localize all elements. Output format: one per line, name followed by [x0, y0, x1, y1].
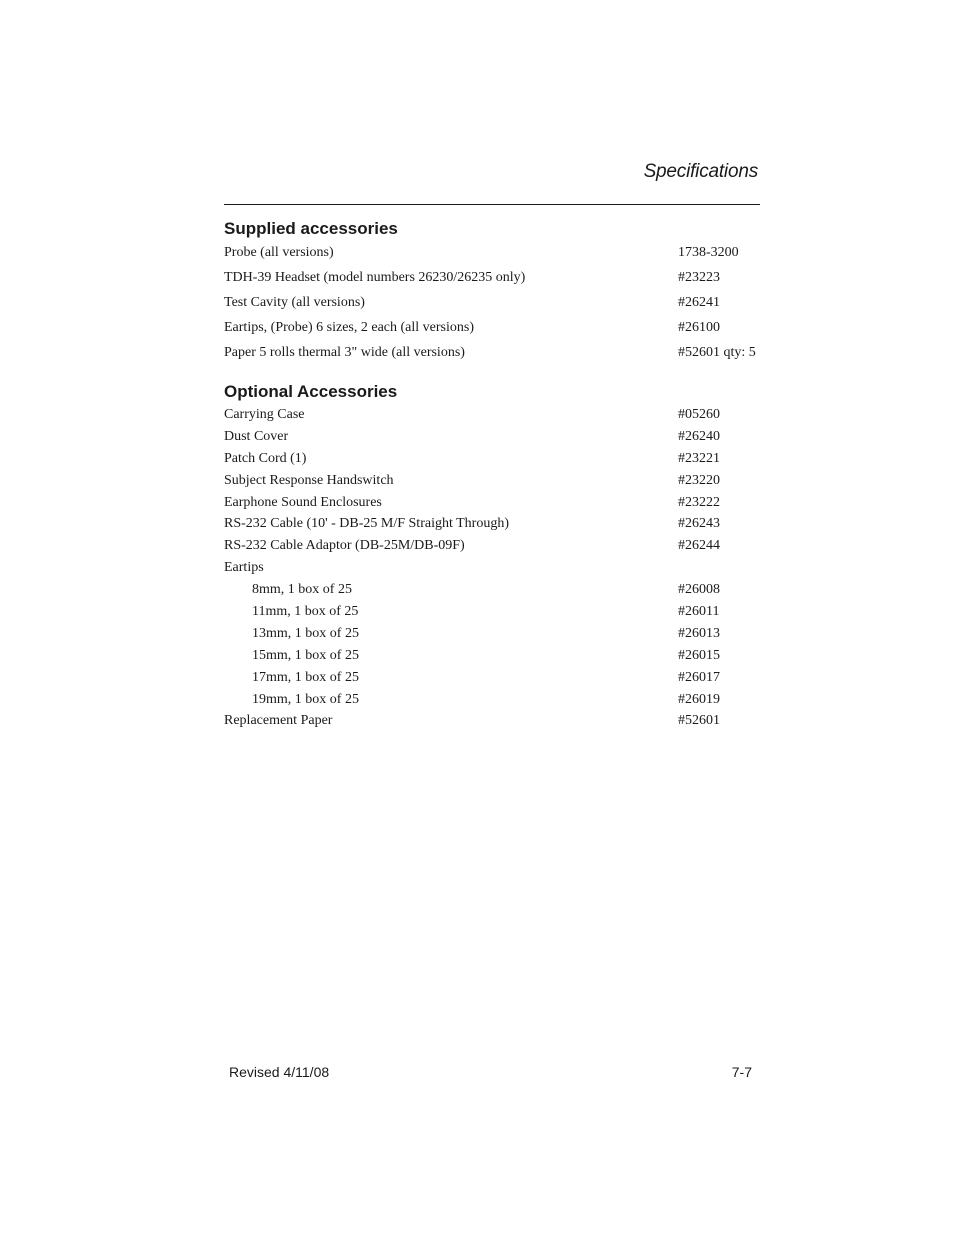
list-item: [224, 604, 764, 626]
item-part-number: #23221: [678, 450, 720, 466]
item-part-number: #26008: [678, 582, 720, 598]
item-part-number: #26017: [678, 669, 720, 685]
item-part-number: #26241: [678, 295, 720, 310]
item-part-number: #26013: [678, 625, 720, 641]
item-part-number: #26011: [678, 604, 720, 620]
list-item: [224, 320, 764, 345]
item-part-number: #52601: [678, 713, 720, 729]
item-description: 11mm, 1 box of 25: [252, 604, 359, 620]
item-description: 15mm, 1 box of 25: [252, 647, 359, 663]
list-item: [224, 713, 764, 735]
item-part-number: #26243: [678, 516, 720, 532]
item-part-number: 1738-3200: [678, 245, 739, 260]
list-item: [224, 692, 764, 714]
item-description: Eartips, (Probe) 6 sizes, 2 each (all versions): [224, 320, 474, 335]
item-description: Carrying Case: [224, 407, 305, 422]
supplied-accessories-heading: Supplied accessories: [224, 219, 398, 238]
item-description: Test Cavity (all versions): [224, 295, 365, 310]
item-description: Probe (all versions): [224, 245, 334, 260]
list-item: [224, 451, 764, 473]
list-item: [224, 582, 764, 604]
item-description: Dust Cover: [224, 428, 289, 444]
list-item: [224, 295, 764, 320]
header-rule: [224, 204, 760, 205]
list-item: [224, 560, 764, 582]
item-description: Eartips: [224, 560, 264, 576]
list-item: [224, 626, 764, 648]
item-description: Earphone Sound Enclosures: [224, 494, 382, 510]
item-description: 8mm, 1 box of 25: [252, 582, 352, 598]
item-part-number: #26015: [678, 647, 720, 663]
item-description: Subject Response Handswitch: [224, 472, 394, 488]
list-item: [224, 245, 764, 270]
optional-accessories-heading: Optional Accessories: [224, 382, 398, 401]
item-description: Replacement Paper: [224, 713, 333, 729]
list-item: [224, 516, 764, 538]
item-part-number: #23220: [678, 472, 720, 488]
list-item: [224, 345, 764, 370]
supplied-accessories-list: [224, 245, 764, 370]
revision-date: Revised 4/11/08: [229, 1064, 330, 1080]
item-description: Patch Cord (1): [224, 450, 307, 466]
item-description: Paper 5 rolls thermal 3" wide (all versions): [224, 345, 465, 360]
page-number: 7-7: [731, 1064, 752, 1080]
item-part-number: #52601 qty: 5: [678, 345, 756, 360]
optional-accessories-list: [224, 407, 764, 735]
list-item: [224, 538, 764, 560]
item-description: 13mm, 1 box of 25: [252, 625, 359, 641]
item-part-number: #23222: [678, 494, 720, 510]
list-item: [224, 473, 764, 495]
list-item: [224, 407, 764, 429]
item-description: TDH-39 Headset (model numbers 26230/26235 only): [224, 270, 526, 285]
list-item: [224, 495, 764, 517]
item-part-number: #26019: [678, 691, 720, 707]
list-item: [224, 648, 764, 670]
item-part-number: #26244: [678, 538, 720, 554]
chapter-title: Specifications: [643, 161, 758, 182]
item-part-number: #05260: [678, 407, 720, 422]
item-description: 17mm, 1 box of 25: [252, 669, 359, 685]
item-description: RS-232 Cable Adaptor (DB-25M/DB-09F): [224, 538, 465, 554]
item-part-number: #26240: [678, 428, 720, 444]
item-description: RS-232 Cable (10' - DB-25 M/F Straight Through): [224, 516, 509, 532]
list-item: [224, 270, 764, 295]
list-item: [224, 670, 764, 692]
list-item: [224, 429, 764, 451]
item-part-number: #26100: [678, 320, 720, 335]
item-description: 19mm, 1 box of 25: [252, 691, 359, 707]
item-part-number: #23223: [678, 270, 720, 285]
